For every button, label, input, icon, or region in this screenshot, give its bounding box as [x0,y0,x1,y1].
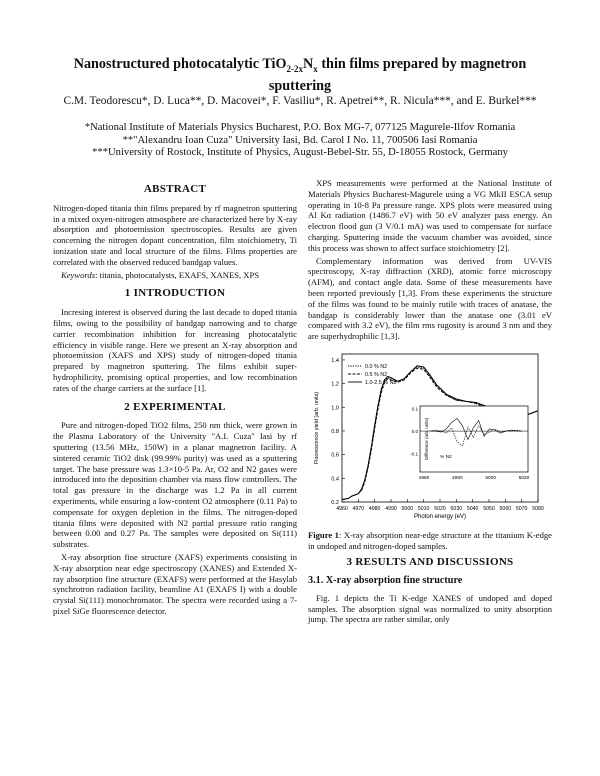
title-line2: sputtering [268,77,332,94]
inset-y-tick-label: 0.1 [411,406,418,412]
abstract-heading: ABSTRACT [143,183,207,195]
x-tick-label: 5070 [515,505,528,512]
x-axis-label: Photon energy (eV) [413,513,467,520]
xps-paragraph: XPS measurements were performed at the National Institute of Materials Physics Bucharest-Magurele using a VG MkII ESCA setup operating in 10-8 Pa pressure range. XPS plots were measured using Al Kα radiation (1486.7 eV) with 50 eV analyzer pass energy. An electron flood gun (3 V/0.1 mA) was used to compensate for surface charging. Sputtering inside the vacuum chamber was avoided, since this process was shown to affect surface stoichiometry [2]. [308,178,552,253]
x-tick-label: 4970 [352,505,365,512]
xanes-chart [308,346,552,526]
left-column [53,178,297,619]
caption-label: Figure 1 [308,529,339,540]
abstract-text: Nitrogen-doped titania thin films prepared by rf magnetron sputtering in a mixed oxyen-nitrogen atmosphere are characterized here by X-ray absorption and photoemission spectroscopies. Results are given concerning the nitrogen dopant concentration, film stoichiometry, Ti ionization state and local structure of the films. Films properties are correlated with the observed reduced bandgap values. [53,202,297,267]
y-tick-label: 1.4 [331,357,339,364]
figure-caption [308,530,552,551]
title-subscript: 2-2x [286,63,304,74]
caption-text: : X-ray absorption near-edge structure at the titanium K-edge in undoped and nitrogen-doped samples. [308,529,553,551]
x-tick-label: 4990 [385,505,397,512]
inset-x-tick-label: 4980 [451,475,463,481]
inset-x-tick-label: 4960 [418,475,430,481]
inset-y-tick-label: -0.1 [410,451,418,457]
title-text: Nanostructured photocatalytic TiO [73,56,287,72]
x-tick-label: 5020 [434,505,446,512]
x-tick-label: 5080 [532,505,544,512]
affiliation-1: *National Institute of Materials Physics Bucharest, P.O. Box MG-7, 077125 Magurele-Ilfov Romania [84,122,516,133]
authors: C.M. Teodorescu*, D. Luca**, D. Macovei*, F. Vasiliu*, R. Apetrei**, R. Nicula***, and E. Burkel*** [63,95,537,107]
x-tick-label: 5000 [401,505,414,512]
inset-frame [420,406,528,472]
inset-y-label: Difference (arb. units) [424,417,429,461]
y-tick-label: 0.2 [331,499,339,506]
x-tick-label: 5030 [450,505,463,512]
results-paragraph: Fig. 1 depicts the Ti K-edge XANES of undoped and doped samples. The absorption signal was normalized to unity absorption jump. The spectra are rather similar, only [308,592,552,625]
inset-x-tick-label: 5000 [485,475,497,481]
subsection-heading: 3.1. X-ray absorption fine structure [308,574,463,586]
y-tick-label: 1.0 [331,405,339,412]
legend-entry-1: 0.0 % N2 [365,363,388,370]
x-tick-label: 4960 [336,505,348,512]
keywords-label: Keywords [61,269,96,280]
title-rest: thin films prepared by magnetron [317,56,527,72]
y-tick-label: 0.6 [331,452,339,459]
keywords-text: : titania, photocatalysts, EXAFS, XANES, XPS [95,269,260,280]
inset-y-tick-label: 0.0 [411,429,418,435]
experimental-heading: 2 EXPERIMENTAL [124,400,226,413]
paper-title [40,56,560,95]
x-tick-label: 5010 [417,505,430,512]
title-subscript-x: x [313,63,318,74]
affiliations [20,122,580,160]
affiliation-2: **"Alexandru Ioan Cuza" University Iasi, Bd. Carol I No. 11, 700506 Iasi Romania [122,134,478,146]
legend-entry-2: 0.5 % N2 [365,371,388,378]
y-tick-label: 0.8 [331,428,339,435]
legend-entry-3: 1.0-2.5 % N2 [365,379,397,386]
x-tick-label: 4980 [368,505,381,512]
inset-x-tick-label: 5020 [518,475,530,481]
complementary-paragraph: Complementary information was derived from UV-VIS spectroscopy, X-ray diffraction (XRD), atomic force microscopy (AFM), and contact angle data. Some of these measurements have been reported previously [1,3]. From these experiments the structure of the films was found to be mainly rutile with traces of anatase, the bandgap is considerably lower than the anatase one (3.01 eV compared with 3.2 eV), the film rms rugosity is around 3 nm and they are superhydrophilic [1,3]. [308,255,552,342]
x-tick-label: 5060 [499,505,512,512]
right-column [308,178,552,627]
inset-annotation: % N2 [440,454,452,460]
y-tick-label: 1.2 [331,381,339,388]
x-tick-label: 5040 [466,505,479,512]
figure-1 [308,346,552,526]
intro-heading: 1 INTRODUCTION [124,287,226,300]
results-heading: 3 RESULTS AND DISCUSSIONS [346,556,514,569]
x-tick-label: 5050 [483,505,495,512]
experimental-text-2: X-ray absorption fine structure (XAFS) experiments consisting in X-ray absorption near edge spectroscopy (XANES) and Extended X-ray absorption fine structure (EXAFS) were performed at the Hasylab synchrotron radiation facility, beamline A1 (EXAFS I) with a double crystal Si(111) monochromator. The spectra were recorded using a 7-pixel SiGe fluorescence detector. [53,551,297,616]
title-n: N [303,56,314,72]
keywords [53,270,297,281]
y-axis-label: Fluorescence yield (arb. units) [314,391,320,465]
intro-text: Incresing interest is observed during the last decade to doped titania films, owing to the possibility of bandgap narrowing and to charge carrier recombination inhibition for increasing photocatalytic efficiency in visible range. Here we present an X-ray absorption and photoemission (XAFS and XPS) study of nitrogen-doped titania prepared by magnetron sputtering. The films exhibit super-hydrophilicity, promising optical properties, and low recombination rates of the charge carriers at the surface [1]. [53,307,297,393]
affiliation-3: ***University of Rostock, Institute of Physics, August-Bebel-Str. 55, D-18055 Rostock, Germany [92,147,508,159]
experimental-text-1: Pure and nitrogen-doped TiO2 films, 250 nm thick, were grown in the Plasma Laboratory of the University "A.I. Cuza" Iasi by rf sputtering (13.56 MHz, 150W) in a planar magnetron facility. A sintered ceramic TiO2 disk (99.99% purity) was used as a sputtering target. The base pressure was 1.3×10-5 Pa. Ar, O2 and N2 gases were introduced into the deposition chamber via mass flow controllers. The total gas pressure in the discharge was 1.2 Pa in all current experiments, while ensuring a low-content O2 atmosphere (0.11 Pa) to compensate for oxygen depletion in the films. The nitrogen-doped titania films were deposited with N2 partial pressure ratio ranging between 0.00 and 0.27 Pa. The samples were deposited on Si(111) substrates. [53,420,297,550]
y-tick-label: 0.4 [331,476,339,483]
